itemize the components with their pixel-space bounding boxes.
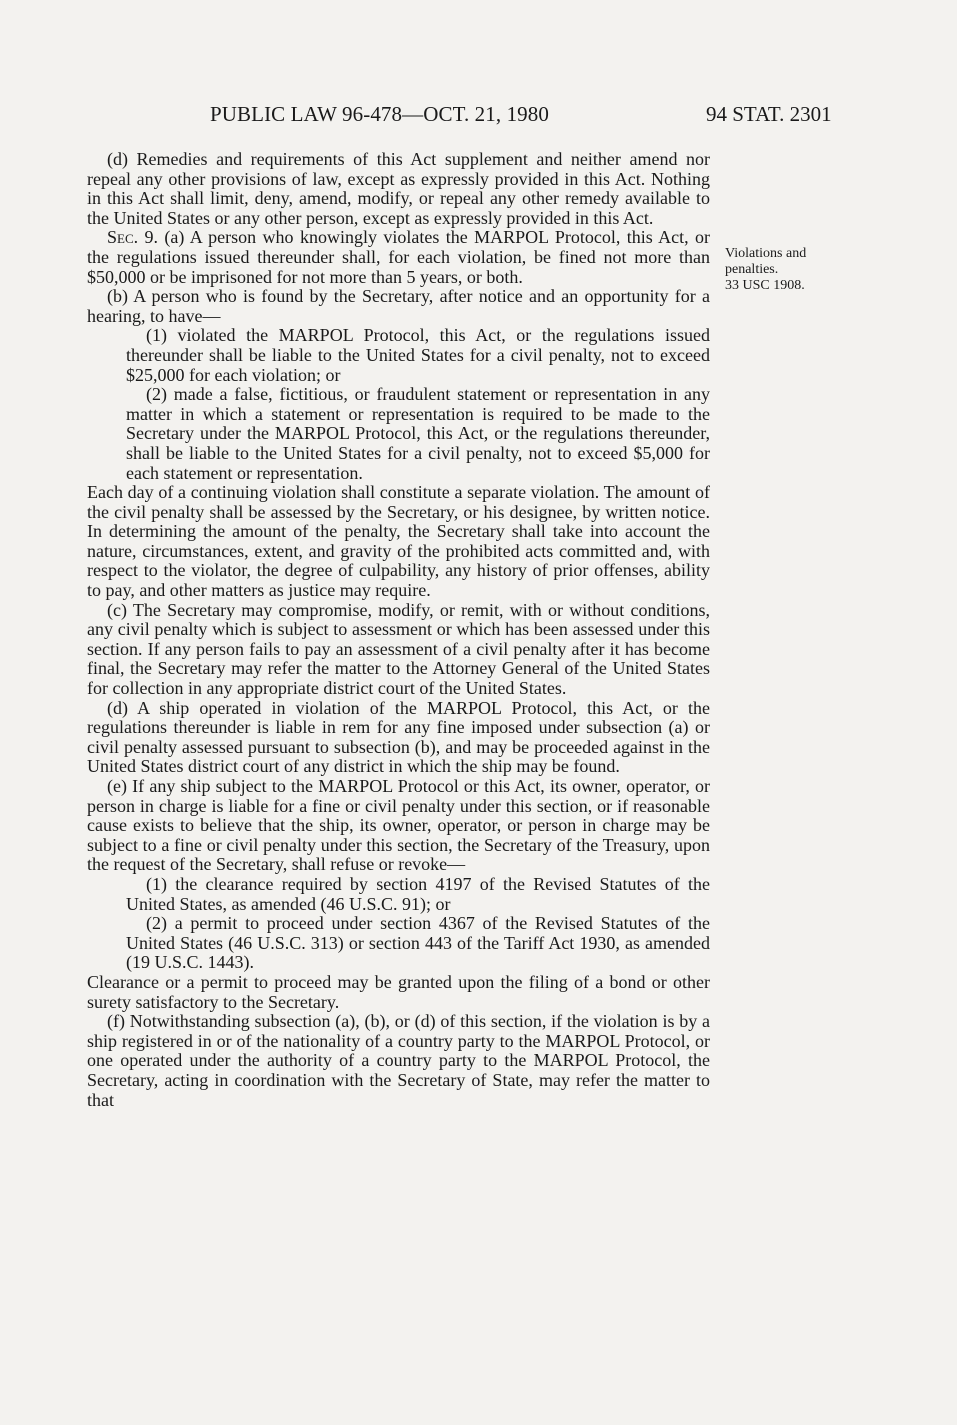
paragraph-b-intro: (b) A person who is found by the Secretary, after notice and an opportunity for a hearing, to have—	[87, 286, 710, 326]
margin-note-line: 33 USC 1908.	[725, 278, 805, 293]
page-citation: 94 STAT. 2301	[706, 102, 832, 126]
margin-note-line: penalties.	[725, 262, 779, 277]
clause-b1: (1) violated the MARPOL Protocol, this Act, or the regulations issued thereunder shall be liable to the United States for a civil penalty, not to exceed $25,000 for each violation; or	[126, 325, 710, 385]
paragraph-d-ship: (d) A ship operated in violation of the MARPOL Protocol, this Act, or the regulations thereunder is liable in rem for any fine imposed under subsection (a) or civil penalty assessed pursuant to subsection (b), and may be proceeded against in the United States district court of any district in which the ship may be found.	[87, 697, 710, 777]
margin-note	[725, 246, 845, 294]
running-header: PUBLIC LAW 96-478—OCT. 21, 1980	[210, 102, 549, 126]
margin-note-line: Violations and	[725, 246, 807, 261]
paragraph-d-remedies: (d) Remedies and requirements of this Act supplement and neither amend nor repeal any other provisions of law, except as expressly provided in this Act. Nothing in this Act shall limit, deny, amend, modify, or repeal any other remedy available to the United States or any other person, except as expressly provided in this Act.	[87, 149, 710, 228]
section-9-text: . 9. (a) A person who knowingly violates the MARPOL Protocol, this Act, or the regulations issued thereunder shall, for each violation, be fined not more than $50,000 or be imprisoned for not more than 5 years, or both.	[87, 227, 710, 287]
section-label: Sec	[107, 227, 134, 248]
clause-e1: (1) the clearance required by section 4197 of the Revised Statutes of the United States, as amended (46 U.S.C. 91); or	[126, 873, 710, 914]
paragraph-e-intro: (e) If any ship subject to the MARPOL Protocol or this Act, its owner, operator, or person in charge is liable for a fine or civil penalty under this section, or if reasonable cause exists to believe that the ship, its owner, operator, or person in charge may be subject to a fine or civil penalty under this section, the Secretary of the Treasury, upon the request of the Secretary, shall refuse or revoke—	[87, 776, 710, 875]
paragraph-c: (c) The Secretary may compromise, modify, or remit, with or without conditions, any civil penalty which is subject to assessment or which has been assessed under this section. If any person fails to pay an assessment of a civil penalty after it has become final, the Secretary may refer the matter to the Attorney General of the United States for collection in any appropriate district court of the United States.	[87, 599, 710, 699]
paragraph-f: (f) Notwithstanding subsection (a), (b), or (d) of this section, if the violation is by a ship registered in or of the nationality of a country party to the MARPOL Protocol, or one operated under the authority of a country party to the MARPOL Protocol, the Secretary, acting in coordination with the Secretary of State, may refer the matter to that	[87, 1011, 710, 1110]
clause-e2: (2) a permit to proceed under section 4367 of the Revised Statutes of the United States (46 U.S.C. 313) or section 443 of the Tariff Act 1930, as amended (19 U.S.C. 1443).	[126, 913, 710, 973]
paragraph-clearance: Clearance or a permit to proceed may be granted upon the filing of a bond or other surety satisfactory to the Secretary.	[87, 971, 710, 1012]
statute-body	[87, 150, 710, 1110]
section-9-paragraph	[87, 228, 710, 287]
paragraph-each-day: Each day of a continuing violation shall constitute a separate violation. The amount of the civil penalty shall be assessed by the Secretary, or his designee, by written notice. In determining the amount of the penalty, the Secretary shall take into account the nature, circumstances, extent, and gravity of the prohibited acts committed and, with respect to the violator, the degree of culpability, any history of prior offenses, ability to pay, and other matters as justice may require.	[87, 482, 710, 601]
clause-b2: (2) made a false, fictitious, or fraudulent statement or representation in any matter in which a statement or representation is required to be made to the Secretary under the MARPOL Protocol, this Act, or the regulations thereunder, shall be liable to the United States for a civil penalty, not to exceed $5,000 for each statement or representation.	[126, 384, 710, 483]
